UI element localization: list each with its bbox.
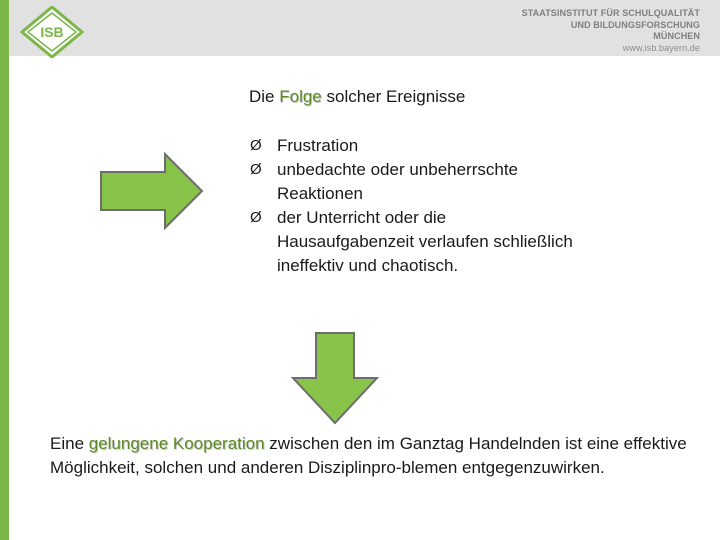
heading-highlight: Folge xyxy=(279,87,322,106)
heading-prefix: Die xyxy=(249,87,280,106)
bullet-arrow-icon: Ø xyxy=(250,209,262,226)
institute-line-2: UND BILDUNGSFORSCHUNG xyxy=(570,19,700,30)
conclusion-highlight: gelungene Kooperation xyxy=(88,434,265,453)
isb-logo xyxy=(20,6,84,58)
list-item xyxy=(250,134,580,158)
heading-suffix: solcher Ereignisse xyxy=(321,87,466,106)
conclusion-paragraph xyxy=(50,432,700,480)
conclusion-prefix: Eine xyxy=(50,434,89,453)
slide-heading xyxy=(249,87,465,107)
arrow-right-icon xyxy=(98,150,206,232)
conclusion-suffix: zwischen den im Ganztag Handelnden ist eine effektive Möglichkeit, solchen und anderen Disziplinpro-blemen entgegenzuwirken. xyxy=(50,434,687,477)
logo-text: ISB xyxy=(40,24,64,40)
list-item xyxy=(250,158,580,206)
list-item-text: der Unterricht oder die Hausaufgabenzeit verlaufen schließlich ineffektiv und chaotisch. xyxy=(277,208,573,275)
institute-line-3: MÜNCHEN xyxy=(653,31,700,41)
bullet-arrow-icon: Ø xyxy=(250,161,262,178)
bullet-arrow-icon: Ø xyxy=(250,137,262,154)
list-item-text: unbedachte oder unbeherrschte Reaktionen xyxy=(277,160,519,203)
list-item xyxy=(250,206,580,278)
left-accent-stripe xyxy=(0,0,9,540)
institute-name xyxy=(522,8,700,54)
arrow-down-icon xyxy=(289,330,381,426)
list-item-text: Frustration xyxy=(277,136,359,155)
institute-url: www.isb.bayern.de xyxy=(622,42,700,53)
consequence-list xyxy=(250,134,580,278)
institute-line-1: STAATSINSTITUT FÜR SCHULQUALITÄT xyxy=(521,8,700,18)
